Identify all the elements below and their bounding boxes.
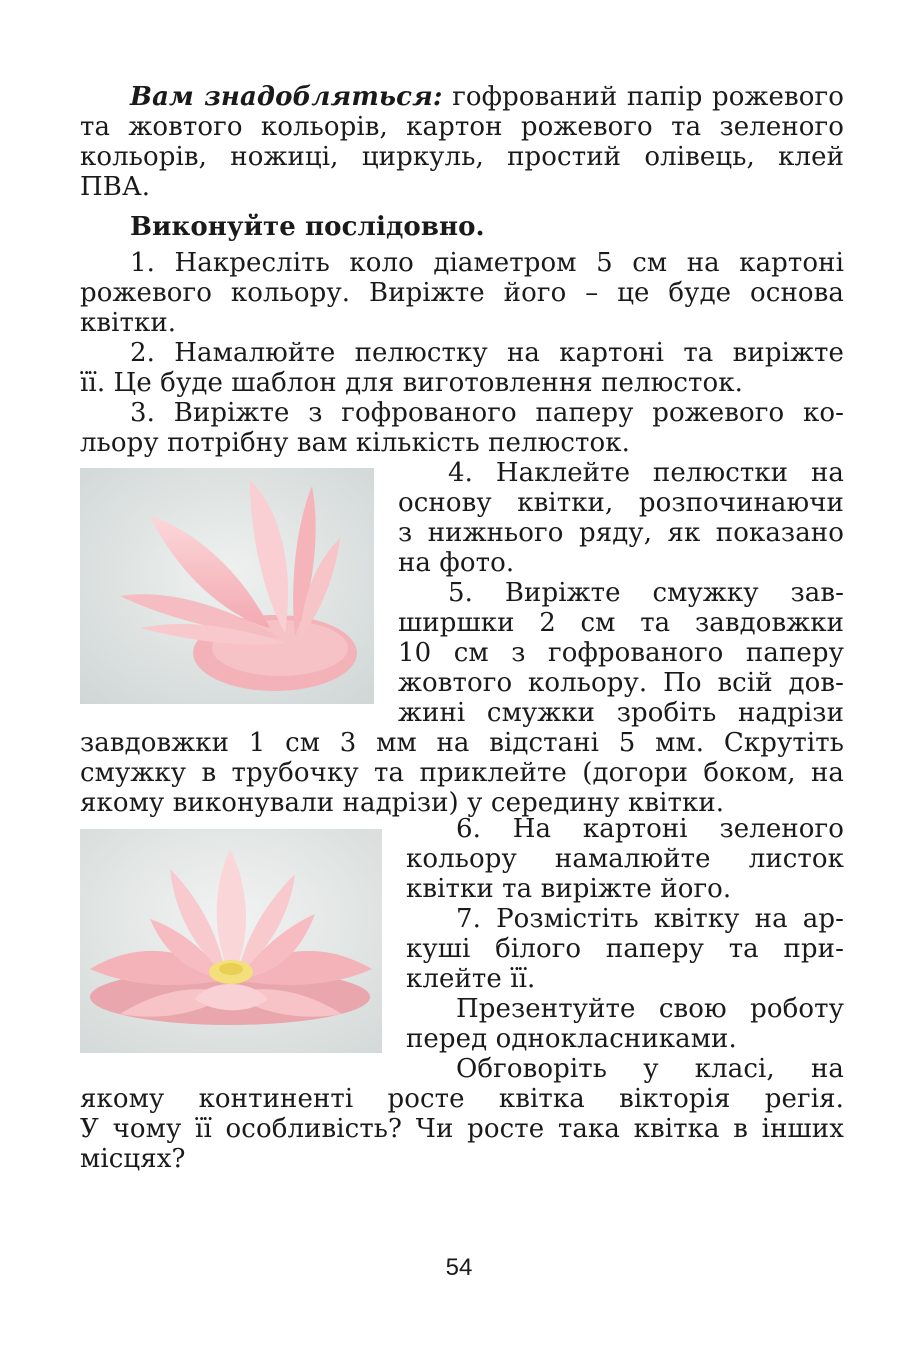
step-1-line: 1. Накресліть коло діаметром 5 см на картоні	[130, 248, 844, 278]
step-3-line: 3. Виріжте з гофрованого паперу рожевого ко-	[130, 398, 844, 428]
step-4-line: 4. Наклейте пелюстки на	[448, 458, 844, 488]
step-5-line: жовтого кольору. По всій дов-	[398, 668, 844, 698]
presentation-line: перед однокласниками.	[406, 1024, 737, 1054]
materials-line-3: кольорів, ножиці, циркуль, простий олівець, клей	[80, 142, 844, 172]
step-5-line: жині смужки зробіть надрізи	[398, 698, 844, 728]
discussion-line: місцях?	[80, 1144, 186, 1174]
discussion-line: Обговоріть у класі, на	[456, 1054, 844, 1084]
step-1-line: рожевого кольору. Виріжте його – це буде основа	[80, 278, 844, 308]
step-4-line: на фото.	[398, 548, 515, 578]
step-2-line: її. Це буде шаблон для виготовлення пелюсток.	[80, 368, 744, 398]
step-4-line: основу квітки, розпочинаючи	[398, 488, 844, 518]
step-1-line: квітки.	[80, 308, 177, 338]
materials-line-1	[130, 82, 844, 112]
presentation-line: Презентуйте свою роботу	[456, 994, 844, 1024]
step-5-line: 5. Виріжте смужку зав-	[448, 578, 844, 608]
step-2-line: 2. Намалюйте пелюстку на картоні та виріжте	[130, 338, 844, 368]
partial-paper-flower-photo	[80, 468, 374, 704]
materials-line-4: ПВА.	[80, 172, 151, 202]
step-7-line: клейте її.	[406, 964, 536, 994]
step-7-line: куші білого паперу та при-	[406, 934, 844, 964]
discussion-line: У чому її особливість? Чи росте така квітка в інших	[80, 1114, 844, 1144]
step-5-line: ширшки 2 см та завдовжки	[398, 608, 844, 638]
step-5-line: смужку в трубочку та приклейте (догори боком, на	[80, 758, 844, 788]
materials-line-2: та жовтого кольорів, картон рожевого та зеленого	[80, 112, 844, 142]
materials-label: Вам знадобляться:	[130, 82, 443, 112]
step-3-line: льору потрібну вам кількість пелюсток.	[80, 428, 630, 458]
step-6-line: 6. На картоні зеленого	[456, 814, 844, 844]
page-number: 54	[445, 1254, 473, 1281]
finished-paper-flower-photo	[80, 829, 382, 1053]
step-5-line: якому виконували надрізи) у середину квітки.	[80, 788, 725, 818]
instructions-heading: Виконуйте послідовно.	[130, 212, 485, 242]
step-5-line: завдовжки 1 см 3 мм на відстані 5 мм. Скрутіть	[80, 728, 844, 758]
step-4-line: з нижнього ряду, як показано	[398, 518, 844, 548]
materials-text: гофрований папір рожевого	[452, 82, 844, 112]
step-7-line: 7. Розмістіть квітку на ар-	[456, 904, 844, 934]
step-6-line: кольору намалюйте листок	[406, 844, 844, 874]
discussion-line: якому континенті росте квітка вікторія регія.	[80, 1084, 844, 1114]
step-6-line: квітки та виріжте його.	[406, 874, 732, 904]
step-5-line: 10 см з гофрованого паперу	[398, 638, 844, 668]
